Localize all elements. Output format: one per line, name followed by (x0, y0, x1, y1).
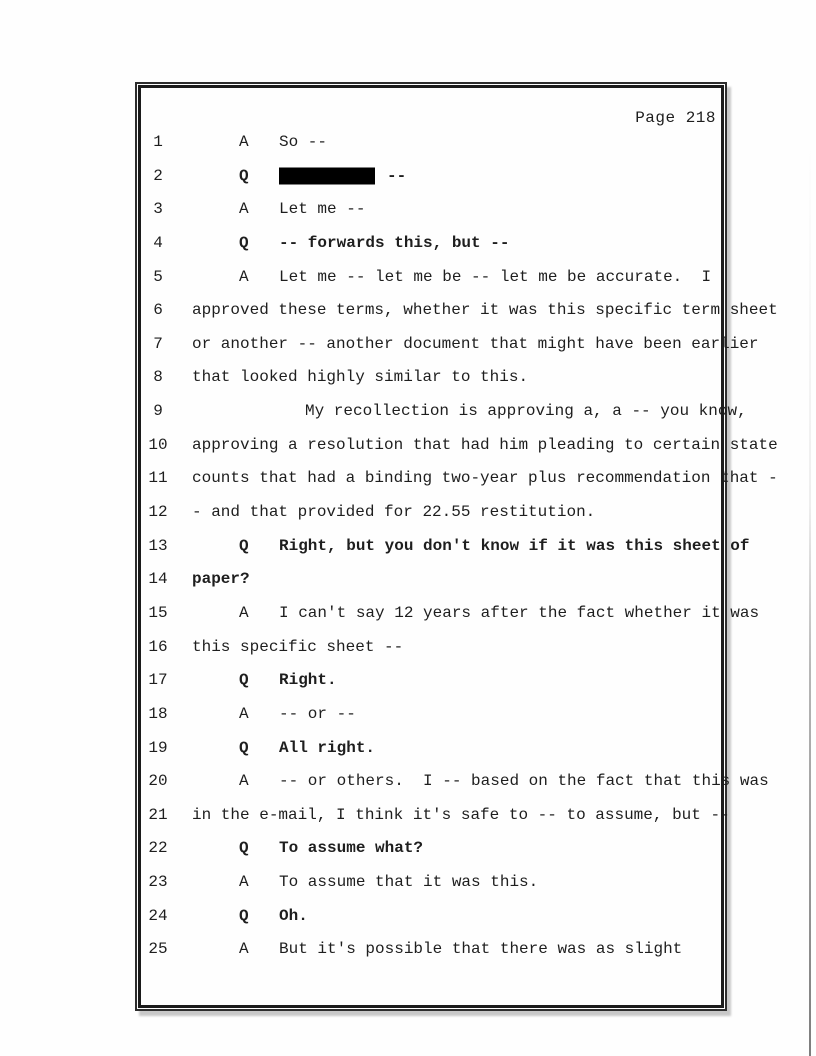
line-number: 7 (153, 334, 163, 353)
line-number: 22 (148, 839, 168, 858)
line-text: Right, but you don't know if it was this sheet of (279, 536, 750, 555)
transcript-line (137, 698, 725, 732)
transcript-line (137, 765, 769, 799)
transcript-line (137, 563, 725, 597)
transcript-line (137, 530, 750, 564)
line-text: -- (387, 166, 407, 185)
line-number: 6 (153, 301, 163, 320)
line-text: in the e-mail, I think it's safe to -- to assume, but -- (192, 805, 730, 824)
page-number: Page 218 (635, 109, 716, 127)
line-number: 17 (148, 671, 168, 690)
line-text: Let me -- (279, 200, 366, 219)
line-text: I can't say 12 years after the fact whether it was (279, 603, 760, 622)
transcript-line (137, 933, 725, 967)
line-text: counts that had a binding two-year plus recommendation that - (192, 469, 778, 488)
transcript-body (137, 126, 778, 967)
line-text: -- or others. I -- based on the fact that this was (279, 772, 769, 791)
line-text: All right. (279, 738, 376, 757)
transcript-line (137, 361, 725, 395)
line-number: 23 (148, 873, 168, 892)
transcript-line (137, 227, 725, 261)
speaker-label: A (239, 940, 249, 959)
transcript-line (137, 732, 725, 766)
line-number: 19 (148, 738, 168, 757)
speaker-label: A (239, 704, 249, 723)
speaker-label: A (239, 603, 249, 622)
line-text: paper? (192, 570, 250, 589)
transcript-line (137, 866, 725, 900)
line-number: 25 (148, 940, 168, 959)
transcript-line (137, 328, 759, 362)
transcript-line (137, 496, 725, 530)
speaker-label: A (239, 873, 249, 892)
line-text: that looked highly similar to this. (192, 368, 529, 387)
speaker-label: Q (239, 839, 249, 858)
line-number: 4 (153, 233, 163, 252)
line-number: 3 (153, 200, 163, 219)
line-text: To assume that it was this. (279, 873, 539, 892)
line-text: So -- (279, 133, 328, 151)
speaker-label: A (239, 267, 249, 286)
line-number: 9 (153, 402, 163, 421)
scan-artifact-line (809, 140, 811, 1056)
line-number: 14 (148, 570, 168, 589)
line-text: or another -- another document that might have been earlier (192, 334, 759, 353)
line-text: Right. (279, 671, 337, 690)
transcript-line (137, 294, 778, 328)
line-text: My recollection is approving a, a -- you know, (305, 402, 747, 421)
line-number: 11 (148, 469, 168, 488)
line-number: 24 (148, 906, 168, 925)
transcript-line (137, 395, 747, 429)
transcript-line (137, 631, 725, 665)
speaker-label: Q (239, 738, 249, 757)
line-text: - and that provided for 22.55 restitution. (192, 503, 596, 522)
line-text: this specific sheet -- (192, 637, 404, 656)
line-number: 1 (153, 133, 163, 151)
speaker-label: A (239, 133, 249, 151)
line-number: 10 (148, 435, 168, 454)
redaction-bar (279, 168, 375, 185)
transcript-line (137, 832, 725, 866)
line-number: 2 (153, 166, 163, 185)
line-text: Oh. (279, 906, 308, 925)
transcript-line (137, 261, 725, 295)
line-number: 16 (148, 637, 168, 656)
line-number: 18 (148, 704, 168, 723)
speaker-label: A (239, 200, 249, 219)
line-text: But it's possible that there was as slight (279, 940, 683, 959)
speaker-label: A (239, 772, 249, 791)
transcript-line (137, 664, 725, 698)
transcript-line (137, 900, 725, 934)
transcript-line (137, 799, 730, 833)
speaker-label: Q (239, 233, 249, 252)
line-text: -- forwards this, but -- (279, 233, 510, 252)
line-number: 21 (148, 805, 168, 824)
transcript-line (137, 193, 725, 227)
transcript-line (137, 429, 778, 463)
line-text: Let me -- let me be -- let me be accurate. I (279, 267, 712, 286)
line-text: -- or -- (279, 704, 356, 723)
transcript-frame (135, 82, 778, 1011)
line-text: approved these terms, whether it was this specific term sheet (192, 301, 778, 320)
line-number: 20 (148, 772, 168, 791)
transcript-line (137, 462, 778, 496)
transcript-line (137, 126, 725, 160)
line-number: 15 (148, 603, 168, 622)
line-number: 12 (148, 503, 168, 522)
speaker-label: Q (239, 536, 249, 555)
transcript-line (137, 597, 760, 631)
speaker-label: Q (239, 166, 249, 185)
line-text: To assume what? (279, 839, 424, 858)
transcript-line (137, 160, 725, 194)
line-text: approving a resolution that had him pleading to certain state (192, 435, 778, 454)
speaker-label: Q (239, 906, 249, 925)
line-number: 5 (153, 267, 163, 286)
line-number: 8 (153, 368, 163, 387)
line-number: 13 (148, 536, 168, 555)
speaker-label: Q (239, 671, 249, 690)
